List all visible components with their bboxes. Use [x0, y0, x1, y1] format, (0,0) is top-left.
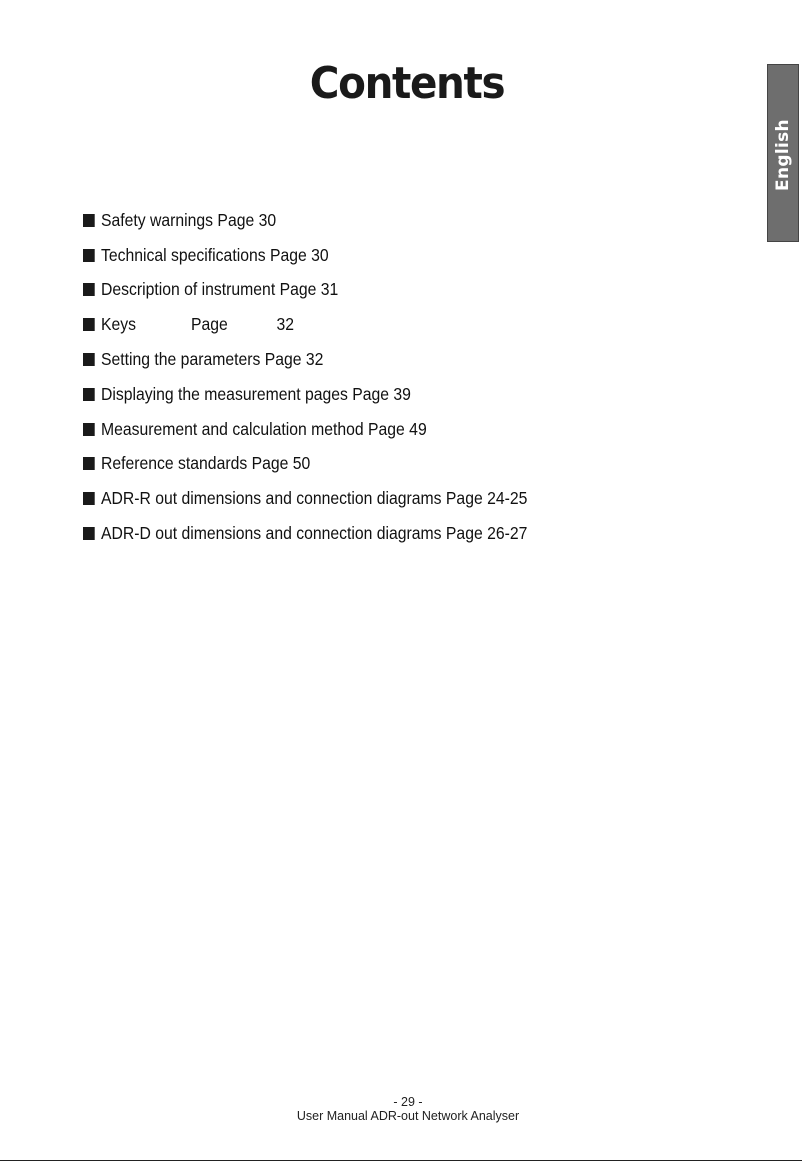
toc-item: [83, 447, 527, 482]
square-bullet-icon: [83, 388, 95, 401]
page-number: - 29 -: [393, 1095, 423, 1109]
toc-item-text: Keys: [101, 314, 137, 335]
manual-title: User Manual ADR-out Network Analyser: [296, 1109, 520, 1123]
toc-item: [83, 516, 527, 551]
square-bullet-icon: [83, 457, 95, 470]
toc-item-text: Technical specifications Page 30: [101, 244, 329, 265]
toc-item-text: Safety warnings Page 30: [101, 209, 277, 230]
toc-item: [83, 238, 527, 273]
toc-item-text: ADR-R out dimensions and connection diagrams Page 24-25: [101, 488, 528, 509]
toc-item-text: Displaying the measurement pages Page 39: [101, 383, 411, 404]
toc-item: [83, 307, 527, 342]
toc-item-text: ADR-D out dimensions and connection diagrams Page 26-27: [101, 523, 528, 544]
square-bullet-icon: [83, 353, 95, 366]
square-bullet-icon: [83, 249, 95, 262]
toc-item: [83, 377, 527, 412]
toc-item-text: Description of instrument Page 31: [101, 279, 339, 300]
square-bullet-icon: [83, 318, 95, 331]
toc-item-text: Setting the parameters Page 32: [101, 349, 324, 370]
toc-page-number: 32: [276, 314, 295, 335]
table-of-contents: [83, 203, 577, 551]
toc-item: [83, 481, 527, 516]
square-bullet-icon: [83, 214, 95, 227]
bottom-divider: [0, 1160, 802, 1161]
page-title: Contents: [309, 58, 505, 109]
square-bullet-icon: [83, 492, 95, 505]
toc-item: [83, 412, 527, 447]
square-bullet-icon: [83, 283, 95, 296]
toc-page-word: Page: [191, 314, 228, 335]
square-bullet-icon: [83, 423, 95, 436]
toc-item-text: Reference standards Page 50: [101, 453, 311, 474]
toc-item: [83, 342, 527, 377]
square-bullet-icon: [83, 527, 95, 540]
toc-item: [83, 203, 527, 238]
language-tab: [767, 64, 799, 242]
toc-item: [83, 273, 527, 308]
language-tab-label: English: [773, 119, 793, 191]
toc-item-text: Measurement and calculation method Page 49: [101, 418, 427, 439]
